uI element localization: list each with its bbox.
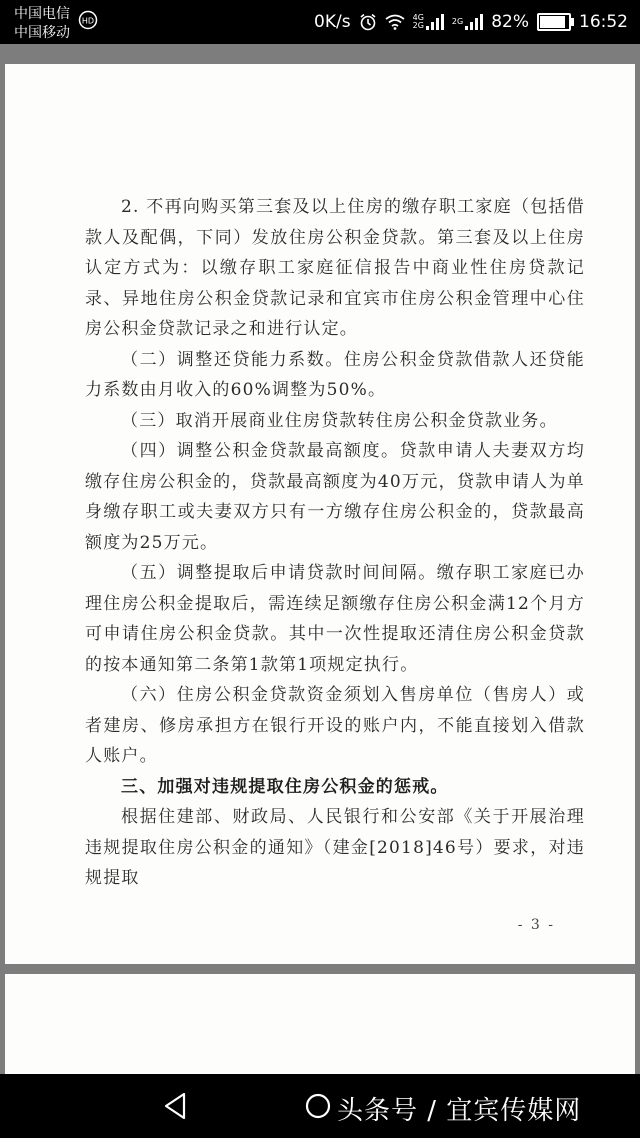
paragraph-4: （四）调整公积金贷款最高额度。贷款申请人夫妻双方均缴存住房公积金的，贷款最高额度为40万元，贷款申请人为单身缴存职工或夫妻双方只有一方缴存住房公积金的，贷款最高额度为25万元。: [85, 441, 585, 553]
paragraph-6: （六）住房公积金贷款资金须划入售房单位（售房人）或者建房、修房承担方在银行开设的账户内，不能直接划入借款人账户。: [85, 685, 585, 766]
battery-percent: 82%: [491, 12, 529, 32]
carrier-2: 中国移动: [14, 25, 70, 41]
back-icon[interactable]: [160, 1090, 192, 1122]
document-viewer[interactable]: [0, 44, 640, 1074]
wifi-icon: [385, 14, 405, 30]
network-speed: 0K/s: [314, 12, 351, 32]
signal-icon-2: [465, 14, 483, 30]
paragraph-2: （二）调整还贷能力系数。住房公积金贷款借款人还贷能力系数由月收入的60%调整为50%。: [85, 349, 585, 400]
document-text: [85, 192, 585, 894]
navigation-bar: [0, 1074, 640, 1138]
paragraph-7: 根据住建部、财政局、人民银行和公安部《关于开展治理违规提取住房公积金的通知》（建金[2018]46号）要求，对违规提取: [85, 807, 585, 888]
signal-icon: [426, 14, 444, 30]
net-2g-label-a: 2G: [412, 21, 424, 30]
home-icon[interactable]: [305, 1093, 331, 1119]
status-indicators: [314, 0, 628, 44]
battery-fill: [540, 16, 565, 28]
net-4g-label: 4G: [412, 13, 424, 22]
battery-icon: [537, 13, 571, 31]
next-document-page: [5, 974, 635, 1074]
status-bar: [0, 0, 640, 44]
hd-badge-text: HD: [81, 16, 95, 26]
carrier-1: 中国电信: [14, 6, 70, 22]
hd-icon: [78, 10, 98, 30]
page-number: - 3 -: [517, 917, 555, 933]
signal-group-1: [413, 14, 444, 30]
section-heading: 三、加强对违规提取住房公积金的惩戒。: [121, 776, 449, 797]
paragraph-1: 2. 不再向购买第三套及以上住房的缴存职工家庭（包括借款人及配偶，下同）发放住房公积金贷款。第三套及以上住房认定方式为：以缴存职工家庭征信报告中商业性住房贷款记录、异地住房公积金贷款记录和宜宾市住房公积金管理中心住房公积金贷款记录之和进行认定。: [85, 197, 585, 339]
alarm-icon: [359, 13, 377, 31]
paragraph-3: （三）取消开展商业住房贷款转住房公积金贷款业务。: [121, 410, 558, 431]
signal-group-2: [452, 14, 483, 30]
clock-time: 16:52: [579, 12, 628, 32]
document-page: [5, 64, 635, 964]
paragraph-5: （五）调整提取后申请贷款时间间隔。缴存职工家庭已办理住房公积金提取后，需连续足额缴存住房公积金满12个月方可申请住房公积金贷款。其中一次性提取还清住房公积金贷款的按本通知第二条第1款第1项规定执行。: [85, 563, 585, 675]
watermark-text: 头条号 / 宜宾传媒网: [337, 1096, 582, 1126]
net-2g-label: 2G: [451, 17, 464, 26]
